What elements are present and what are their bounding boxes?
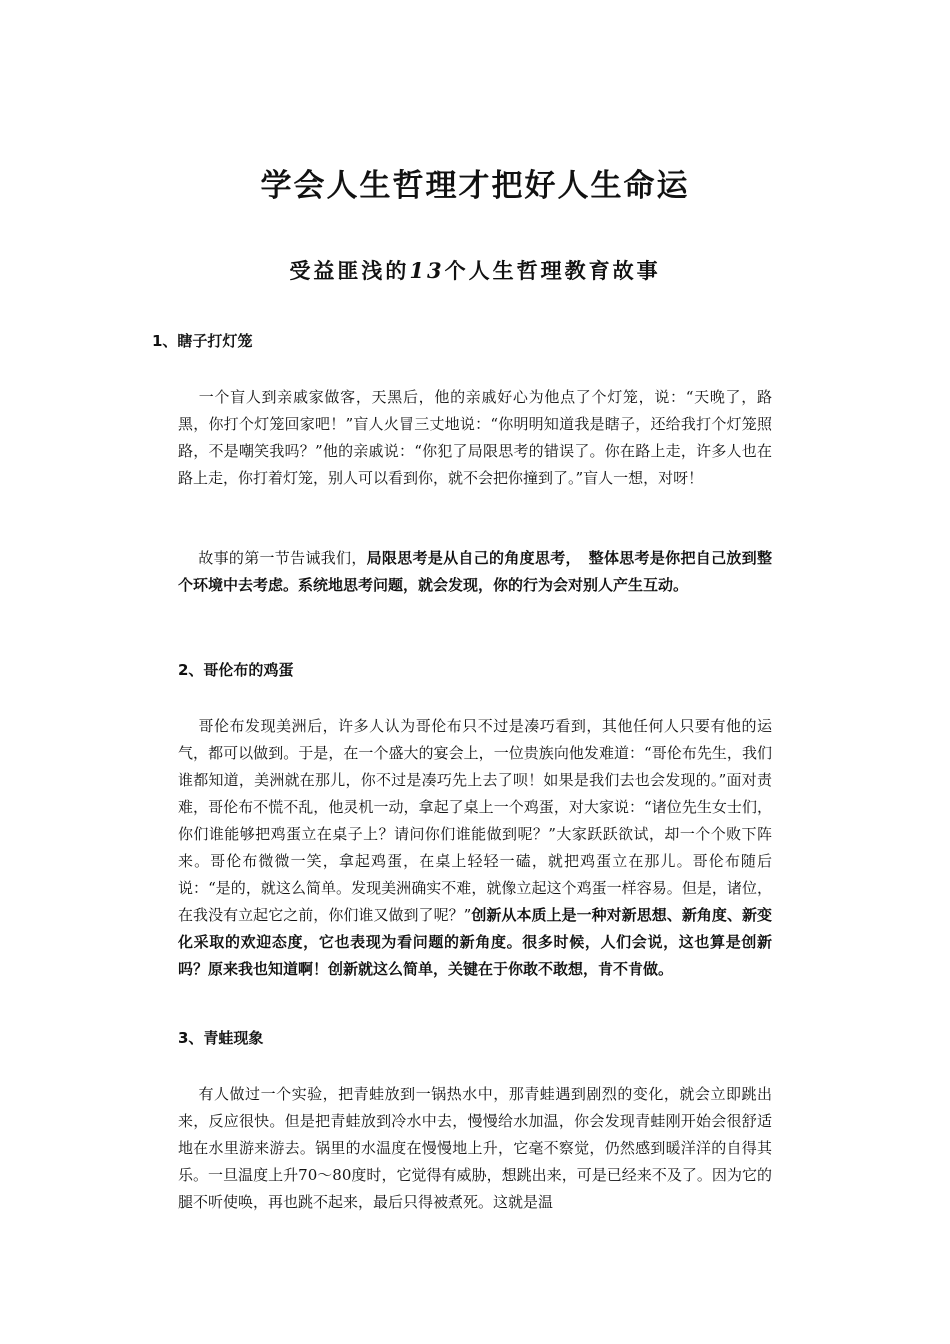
story-3-text: 有人做过一个实验，把青蛙放到一锅热水中，那青蛙遇到剧烈的变化，就会立即跳出来，反应很快。但是把青蛙放到冷水中去，慢慢给水加温，你会发现青蛙刚开始会很舒适地在水里游来游去。锅里的水温度在慢慢地上升，它毫不察觉，仍然感到暖洋洋的自得其乐。一旦温度上升70～80度时，它觉得有威胁，想跳出来，可是已经来不及了。因为它的腿不听使唤，再也跳不起来，最后只得被煮死。这就是温 xyxy=(178,1085,772,1211)
story-2-lesson-bold: 创新从本质上是一种对新思想、新角度、新变化采取的欢迎态度，它也表现为看问题的新角度。很多时候，人们会说，这也算是创新吗？原来我也知道啊！创新就这么简单，关键在于你敢不敢想，肯不肯做。 xyxy=(178,906,772,978)
story-1-paragraph xyxy=(178,384,772,492)
document-subtitle xyxy=(0,255,950,285)
story-1-heading: 1、瞎子打灯笼 xyxy=(152,332,253,350)
story-2-heading: 2、哥伦布的鸡蛋 xyxy=(178,661,294,679)
story-3-heading: 3、青蛙现象 xyxy=(178,1029,264,1047)
story-3-paragraph xyxy=(178,1081,772,1212)
subtitle-number: 13 xyxy=(409,258,445,283)
story-1-text: 一个盲人到亲戚家做客，天黑后，他的亲戚好心为他点了个灯笼，说：“天晚了，路黑，你打个灯笼回家吧！”盲人火冒三丈地说：“你明明知道我是瞎子，还给我打个灯笼照路，不是嘲笑我吗？”他的亲戚说：“你犯了局限思考的错误了。你在路上走，许多人也在路上走，你打着灯笼，别人可以看到你，就不会把你撞到了。”盲人一想，对呀！ xyxy=(178,388,772,487)
subtitle-prefix: 受益匪浅的 xyxy=(289,259,410,283)
document-title: 学会人生哲理才把好人生命运 xyxy=(260,168,690,204)
story-2-paragraph xyxy=(178,713,772,983)
story-1-lesson-plain: 故事的第一节告诫我们， xyxy=(198,549,367,567)
story-1-lesson-bold: 局限思考是从自己的角度思考， 整体思考是你把自己放到整个环境中去考虑。系统地思考问题，就会发现，你的行为会对别人产生互动。 xyxy=(178,549,772,594)
story-2-text: 哥伦布发现美洲后，许多人认为哥伦布只不过是凑巧看到，其他任何人只要有他的运气，都可以做到。于是，在一个盛大的宴会上，一位贵族向他发难道：“哥伦布先生，我们谁都知道，美洲就在那儿，你不过是凑巧先上去了呗！如果是我们去也会发现的。”面对责难，哥伦布不慌不乱，他灵机一动，拿起了桌上一个鸡蛋，对大家说：“诸位先生女士们，你们谁能够把鸡蛋立在桌子上？请问你们谁能做到呢？”大家跃跃欲试，却一个个败下阵来。哥伦布微微一笑，拿起鸡蛋，在桌上轻轻一磕，就把鸡蛋立在那儿。哥伦布随后说：“是的，就这么简单。发现美洲确实不难，就像立起这个鸡蛋一样容易。但是，诸位，在我没有立起它之前，你们谁又做到了呢？” xyxy=(178,717,772,924)
story-1-lesson xyxy=(178,545,772,599)
subtitle-suffix: 个人生哲理教育故事 xyxy=(444,259,661,283)
